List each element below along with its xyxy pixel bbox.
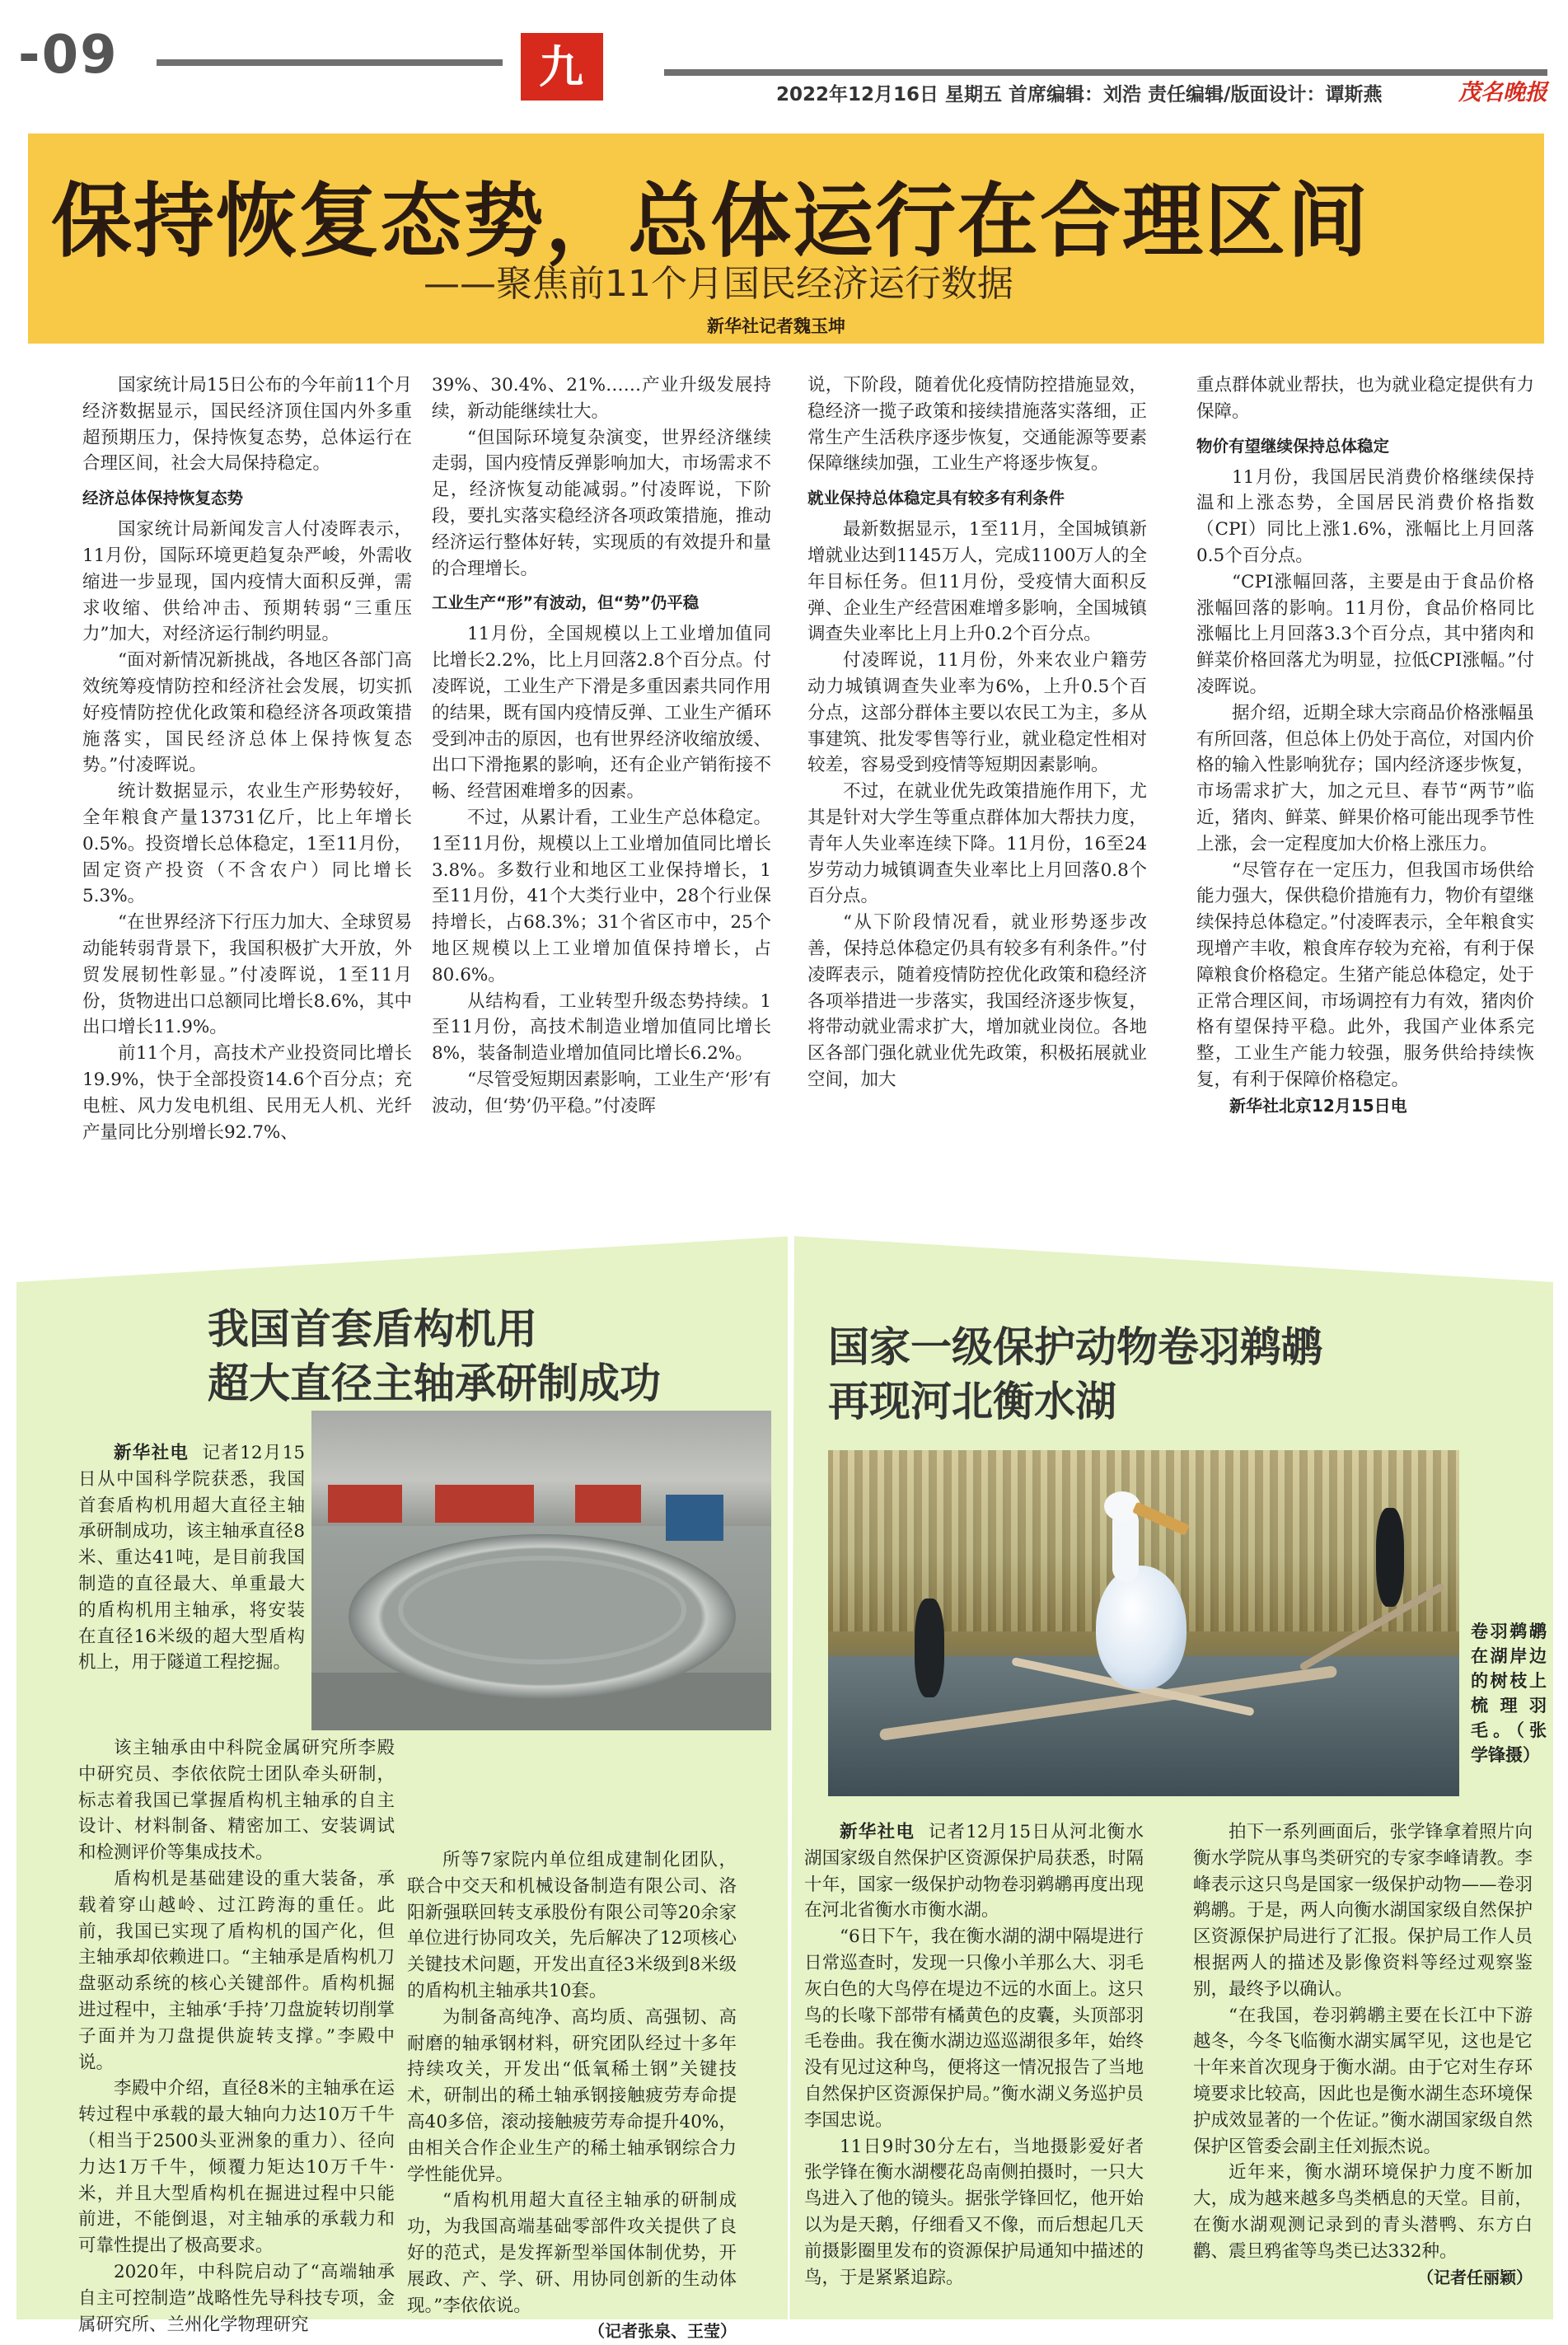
paragraph: 39%、30.4%、21%……产业升级发展持续，新动能继续壮大。 <box>432 375 771 422</box>
paragraph: 从结构看，工业转型升级态势持续。1至11月份，高技术制造业增加值同比增长8%，装备制造业增加值同比增长6.2%。 <box>432 990 771 1065</box>
section-heading: 经济总体保持恢复态势 <box>82 489 244 508</box>
red-rack <box>575 1485 641 1523</box>
tbm-title-line-2: 超大直径主轴承研制成功 <box>208 1360 661 1407</box>
paragraph: “尽管存在一定压力，但我国市场供给能力强大，保供稳价措施有力，物价有望继续保持总体稳定。”付凌晖表示，全年粮食实现增产丰收，粮食库存较为充裕，有利于保障粮食价格稳定。生猪产能总体稳定，处于正常合理区间，市场调控有力有效，猪肉价格有望保持平稳。此外，我国产业体系完整，工业生产能力较强，服务供给持续恢复，有利于保障价格稳定。 <box>1196 859 1534 1090</box>
pelican-column-1-body <box>804 1924 1144 2291</box>
paragraph: 最新数据显示，1至11月，全国城镇新增就业达到1145万人，完成1100万人的全年目标任务。但11月份，受疫情大面积反弹、企业生产经营困难增多影响，全国城镇调查失业率比上月上升0.2个百分点。 <box>807 519 1147 645</box>
cormorant <box>915 1598 944 1697</box>
headline-band <box>28 133 1544 344</box>
pelican-title-line-2: 再现河北衡水湖 <box>828 1378 1116 1425</box>
paragraph: 不过，从累计看，工业生产总体稳定。1至11月份，规模以上工业增加值同比增长3.8%。多数行业和地区工业保持增长，1至11月份，41个大类行业中，28个行业保持增长，占68.3%；31个省区市中，25个地区规模以上工业增加值保持增长，占80.6%。 <box>432 807 771 985</box>
paragraph: 统计数据显示，农业生产形势较好，全年粮食产量13731亿斤，比上年增长0.5%。投资增长总体稳定，1至11月份，固定资产投资（不含农户）同比增长5.3%。 <box>82 781 412 907</box>
main-byline: 新华社记者魏玉坤 <box>707 316 845 336</box>
tbm-column-2-body <box>407 1847 737 2319</box>
pelican-end-credit: （记者任丽颖） <box>1417 2267 1533 2287</box>
lead-column-3 <box>807 372 1147 1093</box>
cormorant <box>1376 1508 1404 1607</box>
bearing-inner-ring <box>398 1556 686 1664</box>
dateline-sign: 新华社北京12月15日电 <box>1229 1095 1407 1116</box>
main-subtitle: ——聚焦前11个月国民经济运行数据 <box>424 263 1013 305</box>
lead-column-4 <box>1196 372 1534 1120</box>
tbm-lead-text: 记者12月15日从中国科学院获悉，我国首套盾构机用超大直径主轴承研制成功，该主轴承直径8米、重达41吨，是目前我国制造的直径最大、单重最大的盾构机用主轴承，将安装在直径16米级的超大型盾构机上，用于隧道工程挖掘。 <box>78 1443 306 1673</box>
pelican-photo <box>828 1450 1459 1796</box>
masthead-rule <box>157 59 503 66</box>
paragraph: 国家统计局新闻发言人付凌晖表示，11月份，国际环境更趋复杂严峻，外需收缩进一步显现，国内疫情大面积反弹，需求收缩、供给冲击、预期转弱“三重压力”加大，对经济运行制约明显。 <box>82 519 412 645</box>
tbm-column-1-lower <box>78 1735 395 2338</box>
dateline: 2022年12月16日 星期五 首席编辑：刘浩 责任编辑/版面设计：谭斯燕 <box>776 84 1383 105</box>
lead-column-2 <box>432 372 771 1120</box>
section-heading: 就业保持总体稳定具有较多有利条件 <box>807 489 1065 508</box>
section-heading: 物价有望继续保持总体稳定 <box>1196 436 1390 456</box>
paper-logo: 茂名晚报 <box>1458 80 1547 105</box>
paragraph: 盾构机是基础建设的重大装备，承载着穿山越岭、过江跨海的重任。此前，我国已实现了盾构机的国产化，但主轴承却依赖进口。“主轴承是盾构机刀盘驱动系统的核心关键部件。盾构机掘进过程中，主轴承‘手持’刀盘旋转切削掌子面并为刀盘提供旋转支撑。”李殿中说。 <box>78 1868 395 2073</box>
pelican-story-title <box>828 1320 1322 1429</box>
paragraph: 拍下一系列画面后，张学锋拿着照片向衡水学院从事鸟类研究的专家李峰请教。李峰表示这只鸟是国家一级保护动物——卷羽鹈鹕。于是，两人向衡水湖国家级自然保护区资源保护局进行了汇报。保护局工作人员根据两人的描述及影像资料等经过观察鉴别，最终予以确认。 <box>1193 1822 1533 2000</box>
paragraph: “从下阶段情况看，就业形势逐步改善，保持总体稳定仍具有较多有利条件。”付凌晖表示，随着疫情防控优化政策和稳经济各项举措进一步落实，我国经济逐步恢复，将带动就业需求扩大，增加就业岗位。各地区各部门强化就业优先政策，积极拓展就业空间，加大 <box>807 912 1147 1090</box>
paragraph: 说，下阶段，随着优化疫情防控措施显效，稳经济一揽子政策和接续措施落实落细，正常生产生活秩序逐步恢复，交通能源等要素保障继续加强，工业生产将逐步恢复。 <box>807 375 1147 475</box>
paragraph: “但国际环境复杂演变，世界经济继续走弱，国内疫情反弹影响加大，市场需求不足，经济恢复动能减弱。”付凌晖说，下阶段，要扎实落实稳经济各项政策措施，推动经济运行整体好转，实现质的有效提升和量的合理增长。 <box>432 427 771 579</box>
paragraph: 2020年，中科院启动了“高端轴承自主可控制造”战略性先导科技专项，金属研究所、兰州化学物理研究 <box>78 2261 395 2335</box>
main-headline: 保持恢复态势，总体运行在合理区间 <box>51 175 1370 269</box>
lead-column-1 <box>82 372 412 1145</box>
pelican-column-2 <box>1193 1819 1533 2291</box>
paragraph: 11月份，我国居民消费价格继续保持温和上涨态势，全国居民消费价格指数（CPI）同比上涨1.6%，涨幅比上月回落0.5个百分点。 <box>1196 466 1534 566</box>
tbm-column-1 <box>78 1440 305 1676</box>
paragraph: 李殿中介绍，直径8米的主轴承在运转过程中承载的最大轴向力达10万千牛（相当于2500头亚洲象的重力）、径向力达1万千牛，倾覆力矩达10万千牛·米，并且大型盾构机在掘进过程中只能前进，不能倒退，对主轴承的承载力和可靠性提出了极高要求。 <box>78 2078 395 2257</box>
tbm-column-2 <box>407 1847 737 2345</box>
dateline-rule <box>664 69 1547 76</box>
tbm-story-title <box>208 1302 661 1411</box>
tbm-lead-paragraph <box>78 1440 305 1676</box>
paragraph: 近年来，衡水湖环境保护力度不断加大，成为越来越多鸟类栖息的天堂。目前，在衡水湖观测记录到的青头潜鸭、东方白鹳、震旦鸦雀等鸟类已达332种。 <box>1193 2162 1533 2262</box>
pelican-column-1 <box>804 1819 1144 2291</box>
paragraph: 国家统计局15日公布的今年前11个月经济数据显示，国民经济顶住国内外多重超预期压力，保持恢复态势，总体运行在合理区间，社会大局保持稳定。 <box>82 375 412 475</box>
pelican-title-line-1: 国家一级保护动物卷羽鹈鹕 <box>828 1323 1322 1371</box>
tbm-agency: 新华社电 <box>114 1443 190 1463</box>
pelican-lead-text: 记者12月15日从河北衡水湖国家级自然保护区资源保护局获悉，时隔十年，国家一级保护动物卷羽鹈鹕再度出现在河北省衡水市衡水湖。 <box>804 1822 1144 1921</box>
paragraph: 重点群体就业帮扶，也为就业稳定提供有力保障。 <box>1196 375 1534 422</box>
paragraph: 据介绍，近期全球大宗商品价格涨幅虽有所回落，但总体上仍处于高位，对国内价格的输入性影响犹存；国内经济逐步恢复，市场需求扩大，加之元旦、春节“两节”临近，猪肉、鲜菜、鲜果价格可能出现季节性上涨，会一定程度加大价格上涨压力。 <box>1196 702 1534 854</box>
red-rack <box>328 1485 402 1523</box>
page-number: -09 <box>18 25 119 86</box>
pelican-photo-caption: 卷羽鹈鹕在湖岸边的树枝上梳理羽毛。（张学锋摄） <box>1471 1622 1547 1765</box>
section-badge: 九 <box>521 33 603 101</box>
paragraph: 为制备高纯净、高均质、高强韧、高耐磨的轴承钢材料，研究团队经过十多年持续攻关，开发出“低氧稀土钢”关键技术，研制出的稀土轴承钢接触疲劳寿命提高40多倍，滚动接触疲劳寿命提升40%，由相关合作企业生产的稀土轴承钢综合力学性能优异。 <box>407 2006 737 2185</box>
tbm-bearing-photo <box>311 1411 771 1730</box>
pelican-body <box>1096 1566 1187 1689</box>
paragraph: 所等7家院内单位组成建制化团队，联合中交天和机械设备制造有限公司、洛阳新强联回转支承股份有限公司等20余家单位进行协同攻关，先后解决了12项核心关键技术问题，开发出直径3米级到8米级的盾构机主轴承共10套。 <box>407 1850 737 2001</box>
pelican-lead-paragraph <box>804 1819 1144 1924</box>
paragraph: “CPI涨幅回落，主要是由于食品价格涨幅回落的影响。11月份，食品价格同比涨幅比上月回落3.3个百分点，其中猪肉和鲜菜价格回落尤为明显，拉低CPI涨幅。”付凌晖说。 <box>1196 571 1534 697</box>
section-heading: 工业生产“形”有波动，但“势”仍平稳 <box>432 593 700 613</box>
paragraph: 前11个月，高技术产业投资同比增长19.9%，快于全部投资14.6个百分点；充电桩、风力发电机组、民用无人机、光纤产量同比分别增长92.7%、 <box>82 1043 412 1143</box>
paragraph: 11月份，全国规模以上工业增加值同比增长2.2%，比上月回落2.8个百分点。付凌晖说，工业生产下滑是多重因素共同作用的结果，既有国内疫情反弹、工业生产循环受到冲击的原因，也有世界经济收缩放缓、出口下滑拖累的影响，还有企业产销衔接不畅、经营困难增多的因素。 <box>432 624 771 803</box>
paragraph: “在世界经济下行压力加大、全球贸易动能转弱背景下，我国积极扩大开放，外贸发展韧性彰显。”付凌晖说，1至11月份，货物进出口总额同比增长8.6%，其中出口增长11.9%。 <box>82 912 412 1038</box>
tbm-end-credit: （记者张泉、王莹） <box>588 2321 737 2342</box>
paragraph: 付凌晖说，11月份，外来农业户籍劳动力城镇调查失业率为6%，上升0.5个百分点，这部分群体主要以农民工为主，多从事建筑、批发零售等行业，就业稳定性相对较差，容易受到疫情等短期因素影响。 <box>807 650 1147 776</box>
paragraph: 该主轴承由中科院金属研究所李殿中研究员、李依依院士团队牵头研制，标志着我国已掌握盾构机主轴承的自主设计、材料制备、精密加工、安装调试和检测评价等集成技术。 <box>78 1738 395 1864</box>
red-rack <box>435 1485 534 1523</box>
paragraph: “面对新情况新挑战，各地区各部门高效统筹疫情防控和经济社会发展，切实抓好疫情防控优化政策和稳经济各项政策措施落实，国民经济总体上保持恢复态势。”付凌晖说。 <box>82 650 412 776</box>
paragraph: “盾构机用超大直径主轴承的研制成功，为我国高端基础零部件攻关提供了良好的范式，是发挥新型举国体制优势，开展政、产、学、研、用协同创新的生动体现。”李依依说。 <box>407 2190 737 2316</box>
paragraph: “6日下午，我在衡水湖的湖中隔堤进行日常巡查时，发现一只像小羊那么大、羽毛灰白色的大鸟停在堤边不远的水面上。这只鸟的长喙下部带有橘黄色的皮囊，头顶部羽毛卷曲。我在衡水湖边巡巡湖很多年，始终没有见过这种鸟，便将这一情况报告了当地自然保护区资源保护局。”衡水湖义务巡护员李国忠说。 <box>804 1926 1144 2131</box>
dateline-bar <box>664 69 1547 105</box>
pelican-agency: 新华社电 <box>840 1822 915 1842</box>
paragraph: 不过，在就业优先政策措施作用下，尤其是针对大学生等重点群体加大帮扶力度，青年人失业率连续下降。11月份，16至24岁劳动力城镇调查失业率比上月回落0.8个百分点。 <box>807 781 1147 907</box>
blue-machine <box>666 1495 723 1541</box>
tbm-title-line-1: 我国首套盾构机用 <box>208 1305 537 1353</box>
paragraph: “在我国，卷羽鹈鹕主要在长江中下游越冬，今冬飞临衡水湖实属罕见，这也是它十年来首次现身于衡水湖。由于它对生存环境要求比较高，因此也是衡水湖生态环境保护成效显著的一个佐证。”衡水湖国家级自然保护区管委会副主任刘振杰说。 <box>1193 2005 1533 2157</box>
paragraph: “尽管受短期因素影响，工业生产‘形’有波动，但‘势’仍平稳。”付凌晖 <box>432 1069 771 1116</box>
paragraph: 11日9时30分左右，当地摄影爱好者张学锋在衡水湖樱花岛南侧拍摄时，一只大鸟进入了他的镜头。据张学锋回忆，他开始以为是天鹅，仔细看又不像，而后想起几天前摄影圈里发布的资源保护局通知中描述的鸟，于是紧紧追踪。 <box>804 2136 1144 2288</box>
pelican-column-2-body <box>1193 1819 1533 2265</box>
